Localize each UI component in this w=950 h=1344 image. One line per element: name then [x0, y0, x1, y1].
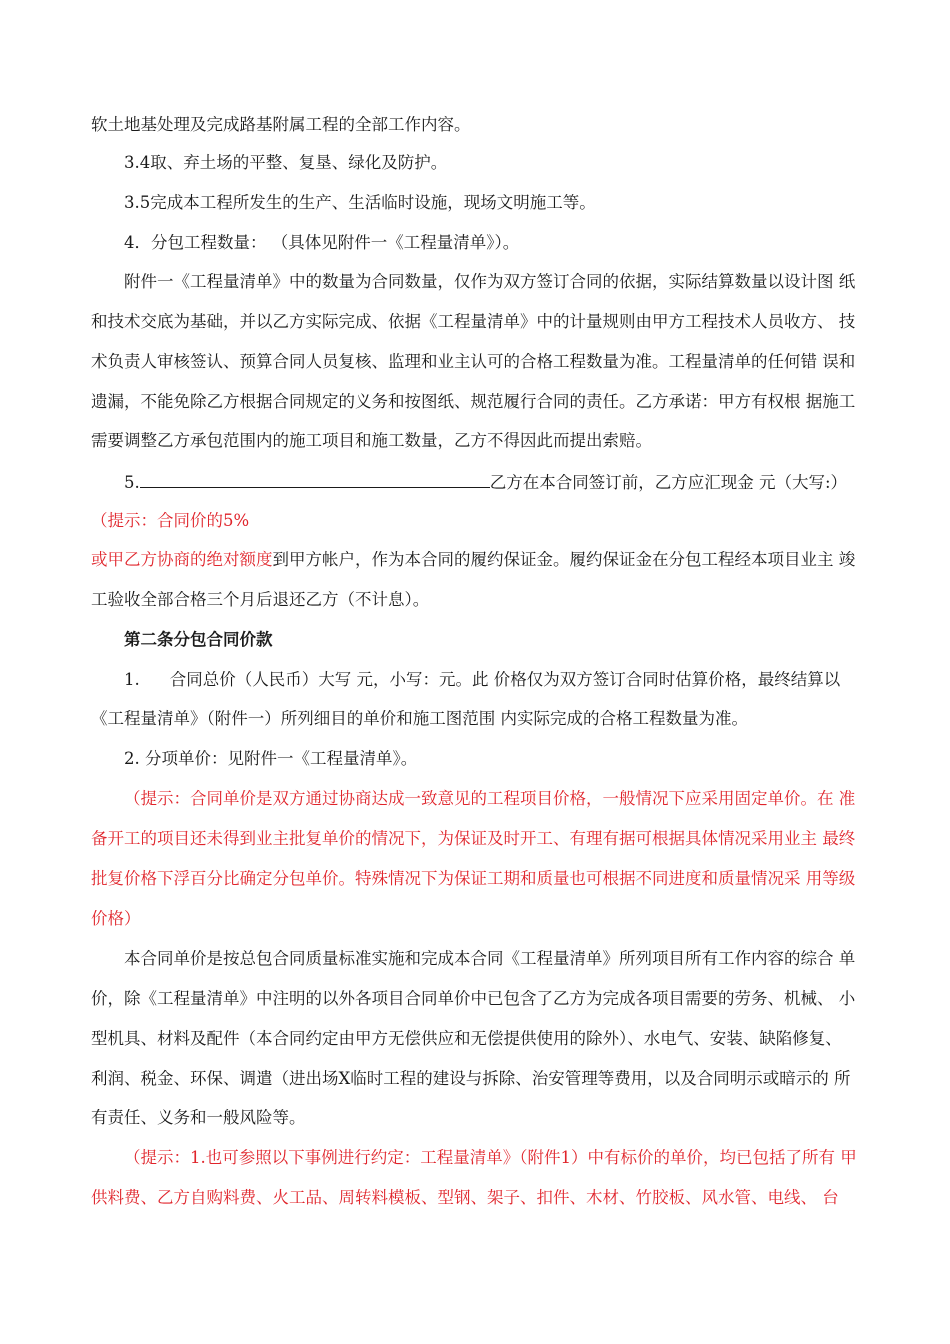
- text-line: 遗漏，不能免除乙方根据合同规定的义务和按图纸、规范履行合同的责任。乙方承诺：甲方有权根 据施工: [91, 392, 856, 411]
- item-text: 乙方在本合同签订前，乙方应汇现金 元（大写:）: [489, 473, 848, 492]
- price-item-2: 2. 分项单价：见附件一《工程量清单》。: [124, 749, 418, 768]
- fill-in-blank[interactable]: [140, 471, 490, 488]
- text-line: 价，除《工程量清单》中注明的以外各项目合同单价中已包含了乙方为完成各项目需要的劳务、机械、 小: [91, 989, 856, 1008]
- text-line: 需要调整乙方承包范围内的施工项目和施工数量，乙方不得因此而提出索赔。: [91, 431, 652, 450]
- item-text: 合同总价（人民币）大写 元，小写：元。此 价格仅为双方签订合同时估算价格，最终结算以: [169, 670, 841, 689]
- hint-text: （提示：合同单价是双方通过协商达成一致意见的工程项目价格，一般情况下应采用固定单价。在 准: [124, 789, 856, 808]
- hint-text: （提示：合同价的5%: [91, 511, 250, 530]
- price-item-1: [124, 670, 840, 690]
- hint-text: 供料费、乙方自购料费、火工品、周转料模板、型钢、架子、扣件、木材、竹胶板、风水管、电线、 台: [91, 1188, 839, 1207]
- hint-text: 价格）: [91, 909, 141, 928]
- guarantee-text: 到甲方帐户，作为本合同的履约保证金。履约保证金在分包工程经本项目业主 竣: [272, 550, 856, 569]
- hint-text: 备开工的项目还未得到业主批复单价的情况下，为保证及时开工、有理有据可根据具体情况采用业主 最终: [91, 829, 856, 848]
- hint-text: （提示：1.也可参照以下事例进行约定：工程量清单》（附件1）中有标价的单价，均已包括了所有 甲: [124, 1148, 857, 1167]
- section-title: 第二条分包合同价款: [124, 630, 273, 649]
- text-line: 本合同单价是按总包合同质量标准实施和完成本合同《工程量清单》所列项目所有工作内容的综合 单: [124, 949, 856, 968]
- guarantee-hint: 或甲乙方协商的绝对额度: [91, 550, 273, 569]
- text-line: 3.5完成本工程所发生的生产、生活临时设施，现场文明施工等。: [124, 193, 596, 212]
- text-line: 软土地基处理及完成路基附属工程的全部工作内容。: [91, 115, 471, 134]
- guarantee-line: [91, 550, 855, 570]
- text-line: 利润、税金、环保、调遣（进出场X临时工程的建设与拆除、治安管理等费用，以及合同明示或暗示的 所: [91, 1069, 851, 1088]
- text-line: 4．分包工程数量： （具体见附件一《工程量清单》）。: [124, 233, 520, 252]
- text-line: 有责任、义务和一般风险等。: [91, 1108, 306, 1127]
- text-line: 工验收全部合格三个月后退还乙方（不计息）。: [91, 590, 430, 609]
- item-number: 1.: [124, 670, 140, 689]
- text-line: 《工程量清单》（附件一）所列细目的单价和施工图范围 内实际完成的合格工程数量为准。: [91, 709, 748, 728]
- text-line: 和技术交底为基础，并以乙方实际完成、依据《工程量清单》中的计量规则由甲方工程技术人员收方、 技: [91, 312, 856, 331]
- text-line: 术负责人审核签认、预算合同人员复核、监理和业主认可的合格工程数量为准。工程量清单的任何错 误和: [91, 352, 856, 371]
- text-line: 型机具、材料及配件（本合同约定由甲方无偿供应和无偿提供使用的除外）、水电气、安装、缺陷修复、: [91, 1029, 842, 1048]
- item-number: 5.: [124, 473, 140, 492]
- text-line: 附件一《工程量清单》中的数量为合同数量，仅作为双方签订合同的依据，实际结算数量以设计图 纸: [124, 272, 856, 291]
- hint-text: 批复价格下浮百分比确定分包单价。特殊情况下为保证工期和质量也可根据不同进度和质量情况采 用等级: [91, 869, 856, 888]
- item-5: [124, 471, 847, 493]
- text-line: 3.4取、弃土场的平整、复垦、绿化及防护。: [124, 153, 448, 172]
